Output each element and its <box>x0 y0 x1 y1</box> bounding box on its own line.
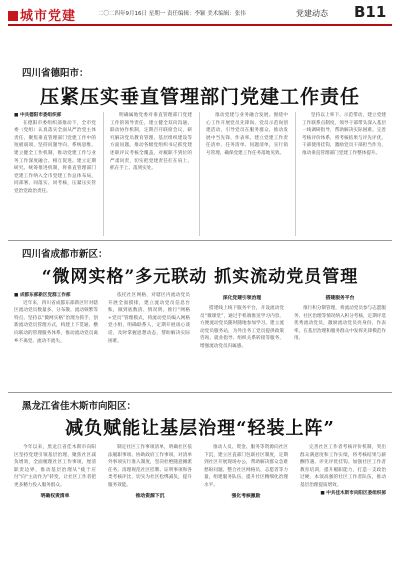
article-2-subhead: 四川省成都市新区： <box>22 249 108 260</box>
article-3-kicker-2: 推动资源下沉 <box>135 493 165 499</box>
article-1-text-4: 坚持以上率下、示范带动，建立党建工作联系点制度，领导干部带头深入基层一线调研指导，帮助解决实际困难。完善考核评价体系，将考核结果与评先评优、干部使用挂钩，激励党员干部担当作为，推动垂直管理部门党建工作整体提升。 <box>302 113 386 156</box>
article-2-text-2: 依托社区网格，对辖区内流动党员开展全面摸排，建立流动党员信息台账，做到底数清、情况明。推行“网格+党员”管理模式，将流动党员编入网格党小组，明确联系人，定期开展谈心谈话，及时掌握思想动态，帮助解决实际困难。 <box>108 293 190 344</box>
article-3-kicker-3: 强化考核激励 <box>231 493 261 499</box>
article-1-subhead: 四川省德阳市： <box>22 68 89 79</box>
article-3-col-2 <box>108 444 192 568</box>
article-1-col-2 <box>110 112 192 237</box>
article-3-headline: 减负赋能让基层治理“轻装上阵” <box>65 418 335 439</box>
article-3-text-1: 今年以来，黑龙江省佳木斯市向阳区坚持党建引领基层治理，聚焦社区减负增效，全面梳理社区工作事项，厘清职责边界，推动基层治理从“疲于应付”向“主动作为”转变，让社区工作者把更多精力投入服务群众。 <box>14 445 96 488</box>
article-2-col-3 <box>200 292 284 388</box>
section-name: 党建动态 <box>296 9 328 18</box>
article-2-col-2 <box>108 292 190 388</box>
article-3-col-4 <box>300 444 386 568</box>
article-2-text-1: 近年来，四川省成都东部新区针对辖区流动党员数量多、分布散、流动频繁等特点，坚持以“微网实格”治理为抓手，创新流动党员管理方式，构建上下贯通、横向联动的管理服务体系，推动流动党员离乡不离党、流动不流失。 <box>14 300 98 344</box>
column-rule <box>103 112 104 236</box>
party-emblem-icon <box>8 11 18 21</box>
column-rule <box>295 112 296 236</box>
newspaper-logo <box>8 5 76 24</box>
article-2-col-4 <box>294 292 386 388</box>
column-rule <box>199 112 200 236</box>
article-3-byline: ■ 中共佳木斯市向阳区委组织部 <box>320 490 386 496</box>
article-3-kicker-1: 明确权责清单 <box>40 493 70 499</box>
article-1-col-4 <box>302 112 386 237</box>
logo-text: 城市党建 <box>20 9 77 24</box>
dateline: 二〇二四年9月16日 星期一 责任编辑：李颖 美术编辑：张伟 <box>98 11 246 17</box>
article-3-text-4: 完善社区工作者考核评价机制，突出群众满意度和工作实绩，将考核结果与薪酬待遇、评先评优挂钩。加强社区工作者教育培训，提升履职能力，打造一支政治过硬、本领高强的社区工作者队伍，推动基层治理提质增效。 <box>300 445 386 488</box>
article-1-headline: 压紧压实垂直管理部门党建工作责任 <box>39 86 360 108</box>
article-3-col-3 <box>204 444 288 568</box>
article-1-col-1 <box>14 112 96 237</box>
article-1-text-1: 在德阳市委组织部推动下，全市党委（党组）认真落实全面从严治党主体责任，聚焦垂直管理部门党建工作中的短板弱项，坚持问题导向、系统思维，建立健全工作机制，推动党建工作与业务工作深度融合、相互促进。建立定期研究、统筹推进机制，将垂直管理部门党建工作纳入全市党建工作总体布局，同部署、同落实、同考核，压紧压实管党治党政治责任。 <box>14 120 96 194</box>
article-3-text-2: 制定社区工作事项清单，明确社区依法履职事项、协助政府工作事项，对清单外事项实行准入制度，坚决杜绝随意摊派任务。清理规范社区挂牌、证明事项和各类考核评比，切实为社区松绑减负，提升服务效能。 <box>108 445 192 488</box>
article-3-subhead: 黑龙江省佳木斯市向阳区： <box>22 401 137 412</box>
article-2-text-4: 推行积分制管理，将流动党员参与志愿服务、社区治理等情况纳入积分考核，定期评选优秀流动党员，激励流动党员亮身份、作表率，在基层治理和服务群众中发挥先锋模范作用。 <box>294 306 386 342</box>
article-3-col-1 <box>14 444 96 568</box>
article-1-col-3 <box>206 112 288 237</box>
article-2-col-1 <box>14 292 98 388</box>
article-2-byline: ■ 成都东部新区党群工作部 <box>14 293 71 298</box>
divider-1 <box>8 240 392 241</box>
article-2-kicker-2: 搭建服务平台 <box>325 296 355 301</box>
article-1-byline: ■ 中共德阳市委组织部 <box>14 113 62 118</box>
masthead-rule <box>8 24 392 26</box>
article-1-text-3: 推动党建与业务融合发展。围绕中心工作开展党员先锋岗、党员示范岗创建活动，引导党员在服务群众、推动发展中当先锋、作表率。建立党建工作责任清单、任务清单、问题清单，实行销号管理，确保党建工作任务落地见效。 <box>206 113 288 156</box>
article-3-text-3: 推动人员、资金、服务等资源向社区下沉，建立区直部门包联社区制度，定期到社区开展现场办公，帮助解决群众急难愁盼问题。整合社区网格员、志愿者等力量，组建服务队伍，提升社区精细化治理水平。 <box>204 445 288 488</box>
page-number: B11 <box>354 3 387 21</box>
article-2-kicker-1: 深化党建引领治理 <box>222 296 262 301</box>
divider-2 <box>8 392 392 393</box>
article-2-headline: “微网实格”多元联动 抓实流动党员管理 <box>41 267 359 287</box>
article-2-text-3: 搭建线上线下服务平台，开设流动党员“微课堂”，通过手机端推送学习内容，方便流动党员随时随地参加学习。建立流动党员服务站，为外出务工党员提供政策咨询、就业指导、组织关系转接等服务，增强流动党员归属感。 <box>200 306 284 349</box>
masthead <box>0 0 400 58</box>
article-1-text-2: 明确属地党委对垂直管理部门党建工作的领导责任，建立健全双向沟通、联动协作机制，定期召开联席会议，研究解决党员教育管理、基层组织建设等方面问题。推动各级党组织书记抓党建述职评议考核全覆盖，对履职不到位的严肃问责，切实把党建责任扛在肩上、抓在手上、落到实处。 <box>110 113 192 172</box>
